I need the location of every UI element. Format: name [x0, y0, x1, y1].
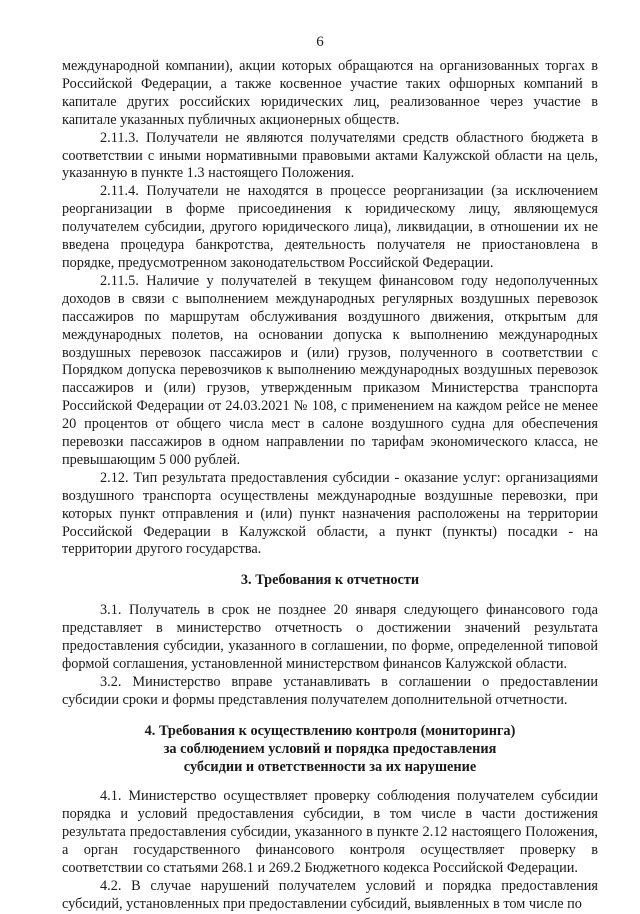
paragraph-4-2: 4.2. В случае нарушений получателем условий и порядка предоставления субсидий, установленных при предоставлении субсидий, выявленных в том числе по: [62, 877, 598, 912]
paragraph-2-12: 2.12. Тип результата предоставления субсидии - оказание услуг: организациями воздушного транспорта осуществлены международные воздушные перевозки, при которых пункт отправления и (или) пункт назначения расположены на территории Российской Федерации в Калужской области, а пункт (пункты) посадки - на территории другого государства.: [62, 469, 598, 558]
section-4-heading-line-1: 4. Требования к осуществлению контроля (мониторинга): [144, 722, 516, 739]
section-4-heading-line-2: за соблюдением условий и порядка предоставления: [163, 740, 497, 757]
section-4-heading-line-3: субсидии и ответственности за их нарушение: [183, 758, 477, 775]
paragraph-2-11-5: 2.11.5. Наличие у получателей в текущем финансовом году недополученных доходов в связи с выполнением международных регулярных воздушных перевозок пассажиров по маршрутам обслуживания воздушного движения, открытым для международных полетов, на основании допуска к выполнению международных воздушных перевозок пассажиров и (или) грузов, полученного в соответствии с Порядком допуска перевозчиков к выполнению международных воздушных перевозок пассажиров и (или) грузов, утвержденным приказом Министерства транспорта Российской Федерации от 24.03.2021 № 108, с применением на каждом рейсе не менее 20 процентов от общего числа мест в салоне воздушного судна для обеспечения перевозки пассажиров в одном направлении по тарифам экономического класса, не превышающим 5 000 рублей.: [62, 272, 598, 468]
paragraph-2-11-3: 2.11.3. Получатели не являются получателями средств областного бюджета в соответствии с иными нормативными правовыми актами Калужской области на цель, указанную в пункте 1.3 настоящего Положения.: [62, 129, 598, 182]
paragraph-3-2: 3.2. Министерство вправе устанавливать в соглашении о предоставлении субсидии сроки и формы представления получателем дополнительной отчетности.: [62, 673, 598, 708]
paragraph-2-11-4: 2.11.4. Получатели не находятся в процессе реорганизации (за исключением реорганизации в форме присоединения к юридическому лицу, являющемуся получателем субсидии, другого юридического лица), ликвидации, в отношении их не введена процедура банкротства, деятельность получателя не приостановлена в порядке, предусмотренном законодательством Российской Федерации.: [62, 183, 598, 271]
section-4-heading: [62, 723, 598, 777]
paragraph-continuation: международной компании), акции которых обращаются на организованных торгах в Российской Федерации, а также косвенное участие таких офшорных компаний в капитале других российских юридических лиц, реализованное через участие в капитале указанных публичных акционерных обществ.: [62, 58, 598, 128]
section-3-heading: 3. Требования к отчетности: [240, 572, 420, 589]
page-number: 6: [316, 34, 324, 50]
document-body: [62, 58, 598, 914]
paragraph-3-1: 3.1. Получатель в срок не позднее 20 января следующего финансового года представляет в министерство отчетность о достижении значений результата предоставления субсидии, указанного в соглашении, по форме, определенной типовой формой соглашения, установленной министерством финансов Калужской области.: [62, 602, 598, 672]
paragraph-4-1: 4.1. Министерство осуществляет проверку соблюдения получателем субсидии порядка и условий предоставления субсидии, в том числе в части достижения результата предоставления субсидии, указанного в пункте 2.12 настоящего Положения, а орган государственного финансового контроля осуществляет проверку в соответствии со статьями 268.1 и 269.2 Бюджетного кодекса Российской Федерации.: [62, 788, 598, 877]
